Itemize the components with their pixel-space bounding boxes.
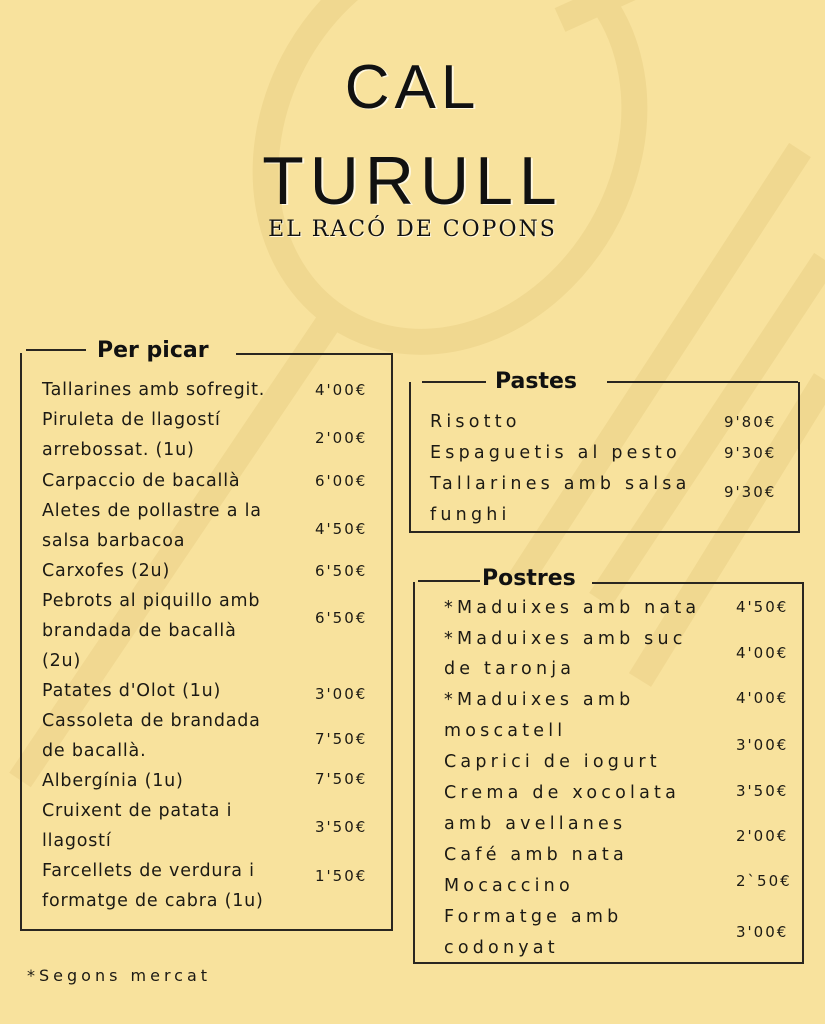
menu-item-price: 2`50€: [736, 872, 792, 890]
menu-item-price: 4'50€: [315, 520, 368, 538]
menu-item-text: de bacallà.: [42, 741, 147, 761]
menu-item-price: 3'00€: [736, 736, 789, 754]
menu-item-text: Mocaccino: [444, 876, 574, 896]
menu-item-price: 3'00€: [315, 685, 368, 703]
menu-item-text: Tallarines amb sofregit.: [42, 380, 266, 400]
menu-item-price: 4'00€: [736, 644, 789, 662]
menu-item-text: Carpaccio de bacallà: [42, 471, 241, 491]
menu-item-text: Caprici de iogurt: [444, 752, 661, 772]
section-heading: Pastes: [495, 369, 578, 394]
menu-item-price: 3'50€: [736, 782, 789, 800]
menu-item-text: de taronja: [444, 659, 576, 679]
menu-item-price: 1'50€: [315, 867, 368, 885]
menu-item-text: Espaguetis al pesto: [430, 443, 681, 463]
menu-item-price: 7'50€: [315, 730, 368, 748]
menu-item-text: Farcellets de verdura i: [42, 861, 255, 881]
menu-item-text: Tallarines amb salsa: [430, 474, 691, 494]
menu-item-text: Albergínia (1u): [42, 771, 184, 791]
restaurant-subtitle: EL RACÓ DE COPONS: [268, 217, 557, 242]
menu-item-price: 4'00€: [736, 689, 789, 707]
menu-item-text: Crema de xocolata: [444, 783, 680, 803]
menu-item-text: funghi: [430, 505, 511, 525]
menu-item-price: 9'30€: [724, 483, 777, 501]
menu-item-text: Pebrots al piquillo amb: [42, 591, 261, 611]
menu-item-price: 6'50€: [315, 609, 368, 627]
menu-item-text: codonyat: [444, 938, 559, 958]
menu-item-price: 6'50€: [315, 562, 368, 580]
menu-item-price: 6'00€: [315, 472, 368, 490]
menu-item-text: Risotto: [430, 412, 521, 432]
menu-item-text: moscatell: [444, 721, 567, 741]
menu-item-price: 7'50€: [315, 770, 368, 788]
menu-item-text: amb avellanes: [444, 814, 627, 834]
menu-item-price: 9'80€: [724, 413, 777, 431]
menu-item-price: 3'50€: [315, 818, 368, 836]
menu-item-price: 4'50€: [736, 598, 789, 616]
restaurant-name-line1: CAL: [344, 53, 481, 122]
menu-item-text: *Maduixes amb nata: [444, 598, 701, 618]
menu-item-text: arrebossat. (1u): [42, 440, 195, 460]
menu-item-text: Formatge amb: [444, 907, 623, 927]
menu-item-text: Patates d'Olot (1u): [42, 681, 222, 701]
menu-item-price: 9'30€: [724, 444, 777, 462]
menu-item-price: 3'00€: [736, 923, 789, 941]
restaurant-name-line2: TURULL: [262, 143, 563, 219]
menu-item-price: 4'00€: [315, 381, 368, 399]
section-heading: Per picar: [97, 338, 209, 363]
menu-item-price: 2'00€: [736, 827, 789, 845]
menu-item-text: salsa barbacoa: [42, 531, 186, 551]
menu-item-text: llagostí: [42, 831, 112, 851]
menu-item-text: Piruleta de llagostí: [42, 410, 221, 430]
footnote: *Segons mercat: [27, 966, 212, 985]
menu-item-text: *Maduixes amb suc: [444, 629, 687, 649]
menu-item-price: 2'00€: [315, 429, 368, 447]
menu-item-text: (2u): [42, 651, 82, 671]
menu-item-text: brandada de bacallà: [42, 621, 237, 641]
menu-item-text: Aletes de pollastre a la: [42, 501, 262, 521]
menu-item-text: Cassoleta de brandada: [42, 711, 261, 731]
menu-item-text: Cruixent de patata i: [42, 801, 233, 821]
menu-item-text: Carxofes (2u): [42, 561, 171, 581]
menu-item-text: Café amb nata: [444, 845, 628, 865]
section-heading: Postres: [482, 566, 576, 591]
menu-item-text: *Maduixes amb: [444, 690, 635, 710]
menu-item-text: formatge de cabra (1u): [42, 891, 264, 911]
